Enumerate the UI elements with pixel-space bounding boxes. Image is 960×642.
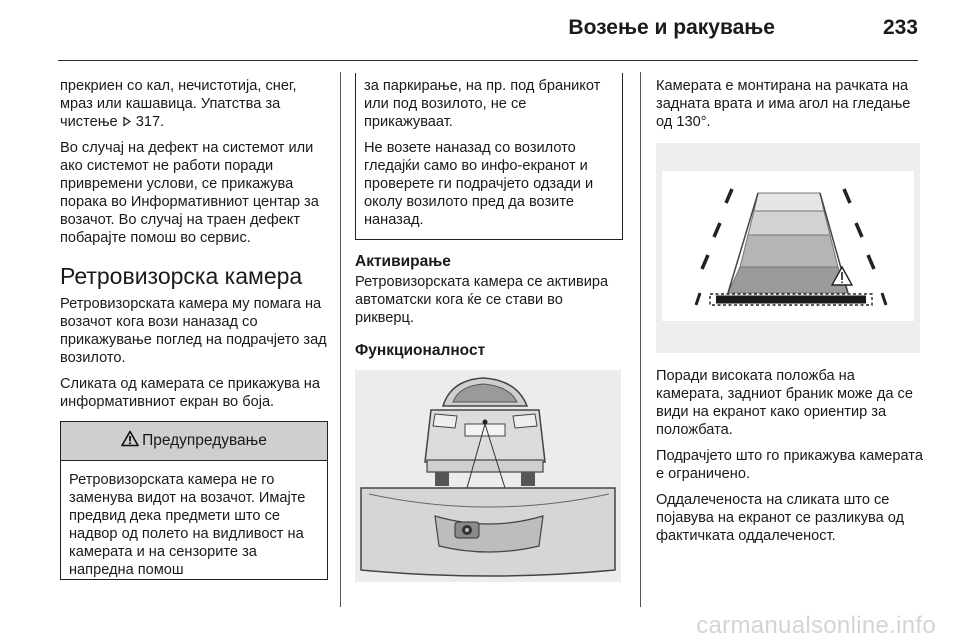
paragraph: Во случај на дефект на системот или ако системот не работи поради привремени услови, се прикажува порака во Информативниот центар за возачот. Во случај на траен дефект побарајте помош во сервис. [60,140,319,246]
page-reference: 317. [135,114,165,130]
reference-arrow-icon [122,114,136,130]
subsection-heading: Активирање [355,253,451,270]
paragraph [60,77,328,131]
paragraph: Сликата од камерата се прикажува на информативниот екран во боја. [60,376,320,410]
column-1 [60,77,328,580]
paragraph: Камерата е монтирана на рачката на задната врата и има агол на гледање од 130°. [656,78,911,130]
warning-header [61,422,327,461]
paragraph: Подрачјето што го прикажува камерата е ограничено. [656,448,923,482]
warning-triangle-icon [121,430,142,452]
paragraph: Ретровизорската камера се активира автоматски кога ќе се стави во рикверц. [355,274,609,326]
paragraph: Ретровизорската камера му помага на возачот кога вози наназад со прикажување поглед на подрачјето зад возилото. [60,296,327,366]
warning-box [60,421,328,580]
camera-location-illustration [355,370,621,582]
warning-text: за паркирање, на пр. под браникот или под возилото, не се прикажуваат. [364,78,601,130]
chapter-title: Возење и ракување [568,16,775,39]
paragraph-text: прекриен со кал, нечистотија, снег, мраз или кашавица. Упатства за чистење [60,78,297,130]
header-rule [58,60,918,61]
paragraph: Поради високата положба на камерата, задниот браник може да се види на екранот како ориентир за положбата. [656,368,913,438]
warning-title: Предупредување [142,432,267,449]
paragraph: Оддалеченоста на сликата што се појавува на екранот се разликува од фактичката оддалеченост. [656,492,905,544]
column-2 [355,73,623,582]
warning-text: Ретровизорската камера не го заменува видот на возачот. Имајте предвид дека предмети што се надвор од полето на видливост на камерата и на сензорите за напредна помош [69,472,306,578]
section-heading: Ретровизорска камера [60,263,303,289]
column-3 [656,77,924,553]
column-divider-1 [340,72,341,607]
warning-box-continued [355,73,623,240]
camera-display-illustration [656,143,920,353]
column-divider-2 [640,72,641,607]
page-number: 233 [882,16,918,39]
subsection-heading: Функционалност [355,342,486,359]
warning-text: Не возете наназад со возилото гледајќи само во инфо-екранот и проверете ги подрачјето одзади и околу возилото пред да возите наназад. [364,140,594,228]
watermark-url: carmanualsonline.info [696,612,936,639]
